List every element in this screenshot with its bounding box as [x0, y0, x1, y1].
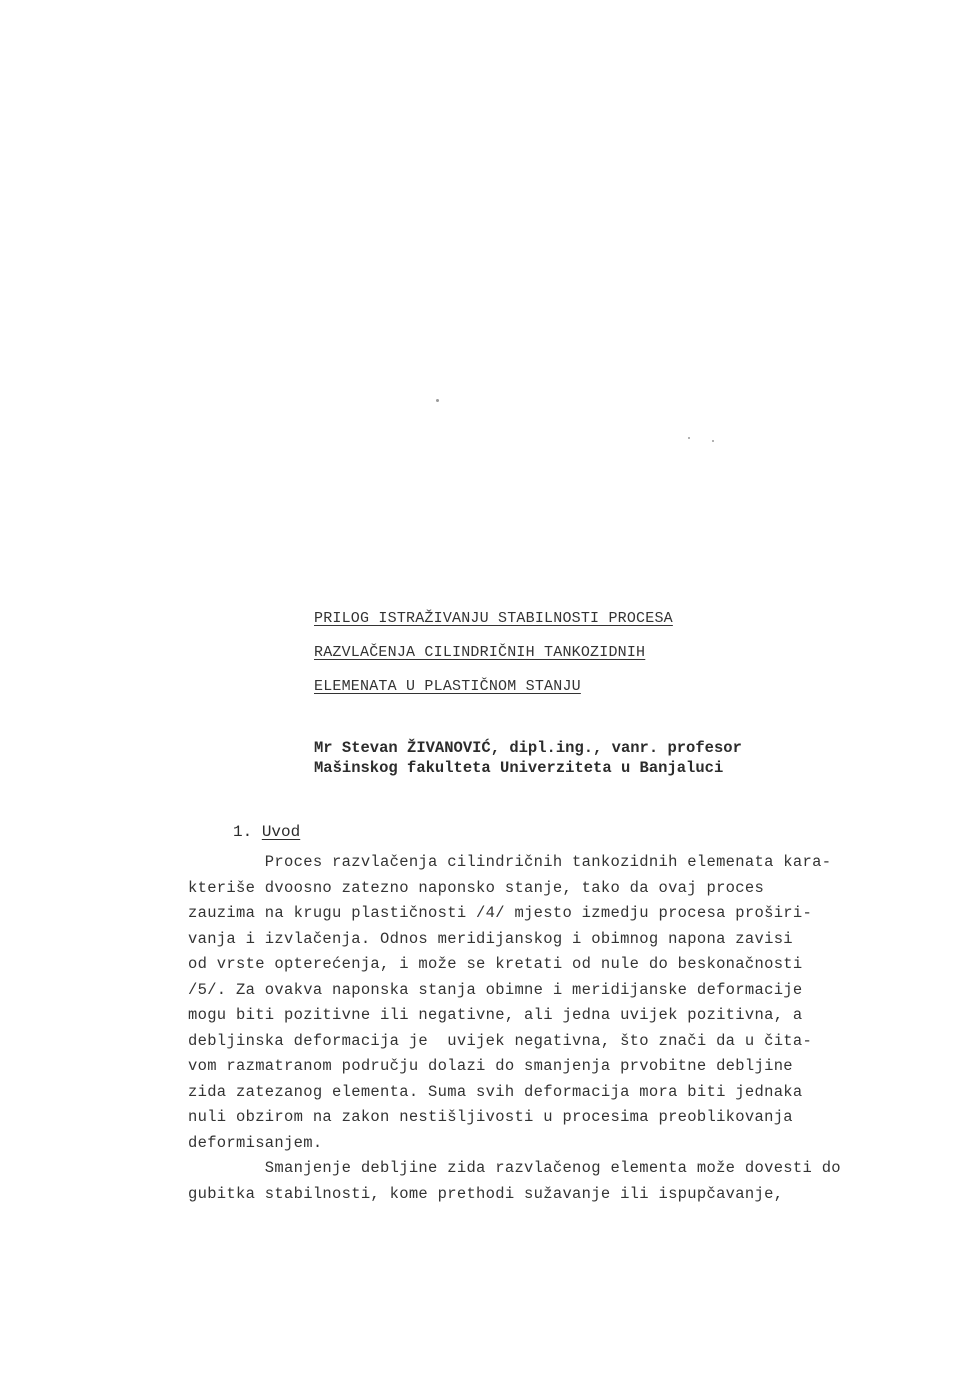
paragraph-line: Proces razvlačenja cilindričnih tankozidnih elemenata kara-	[188, 853, 832, 871]
body-paragraphs	[188, 850, 848, 1207]
title-line-2: RAZVLAČENJA CILINDRIČNIH TANKOZIDNIH	[314, 644, 646, 661]
paragraph-line: /5/. Za ovakva naponska stanja obimne i meridijanske deformacije	[188, 980, 803, 999]
paragraph-line: zida zatezanog elementa. Suma svih deformacija mora biti jednaka	[188, 1082, 803, 1101]
paragraph-line: od vrste opterećenja, i može se kretati od nule do beskonačnosti	[188, 955, 803, 973]
paragraph-line: mogu biti pozitivne ili negativne, ali jedna uvijek pozitivna, a	[188, 1006, 803, 1024]
section-title: Uvod	[261, 823, 301, 841]
paragraph-line: debljinska deformacija je uvijek negativna, što znači da u čita-	[188, 1031, 813, 1050]
paragraph-line: kteriše dvoosno zatezno naponsko stanje, tako da ovaj proces	[188, 878, 765, 897]
section-number: 1.	[233, 823, 253, 841]
document-title	[314, 602, 734, 704]
paragraph-line: gubitka stabilnosti, kome prethodi sužavanje ili ispupčavanje,	[188, 1184, 784, 1203]
section-heading	[233, 823, 300, 841]
author-name-line: Mr Stevan ŽIVANOVIĆ, dipl.ing., vanr. profesor	[314, 739, 742, 757]
paragraph-line: vanja i izvlačenja. Odnos meridijanskog i obimnog napona zavisi	[188, 929, 793, 948]
paragraph-line: zauzima na krugu plastičnosti /4/ mjesto izmedju procesa proširi-	[188, 904, 813, 922]
author-affiliation-line: Mašinskog fakulteta Univerziteta u Banjaluci	[314, 759, 724, 777]
scan-speck	[436, 399, 439, 402]
title-line-1: PRILOG ISTRAŽIVANJU STABILNOSTI PROCESA	[314, 610, 673, 627]
paragraph-line: nuli obzirom na zakon nestišljivosti u procesima preoblikovanja	[188, 1108, 793, 1126]
paragraph-line: deformisanjem.	[188, 1133, 323, 1152]
title-line-3: ELEMENATA U PLASTIČNOM STANJU	[314, 678, 581, 695]
author-info	[314, 738, 814, 778]
paragraph-line: vom razmatranom području dolazi do smanjenja prvobitne debljine	[188, 1057, 793, 1075]
paragraph-line: Smanjenje debljine zida razvlačenog elementa može dovesti do	[188, 1159, 841, 1177]
scan-speck	[688, 437, 690, 439]
scan-speck	[712, 440, 714, 442]
